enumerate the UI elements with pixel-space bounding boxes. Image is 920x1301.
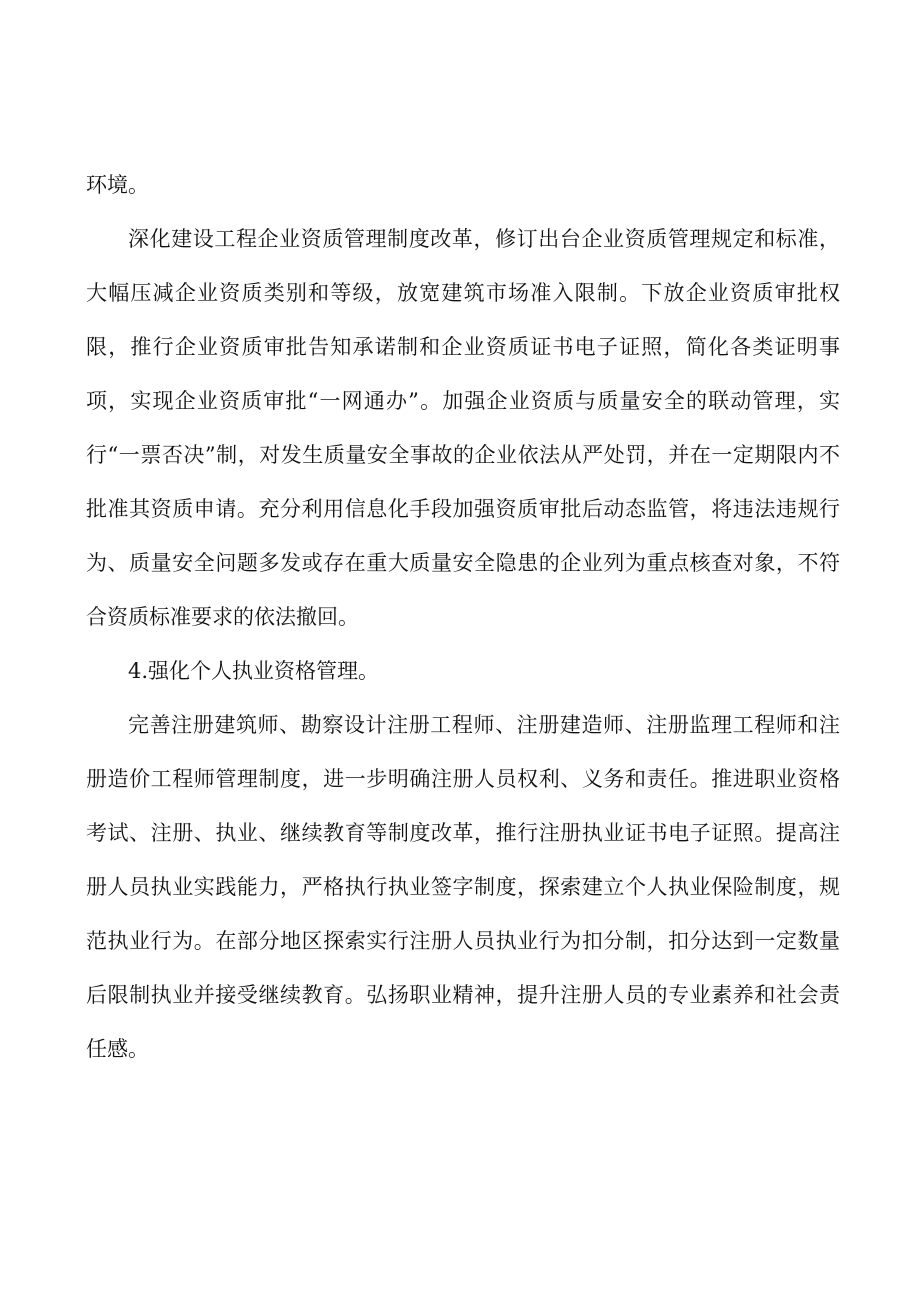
section-heading-personal-qualification: 4.强化个人执业资格管理。 bbox=[128, 659, 380, 683]
paragraph-registered-personnel-management: 完善注册建筑师、勘察设计注册工程师、注册建造师、注册监理工程师和注册造价工程师管理制度，进一步明确注册人员权利、义务和责任。推进职业资格考试、注册、执业、继续教育等制度改革，推行注册执业证书电子证照。提高注册人员执业实践能力，严格执行执业签字制度，探索建立个人执业保险制度，规范执业行为。在部分地区探索实行注册人员执业行为扣分制，扣分达到一定数量后限制执业并接受继续教育。弘扬职业精神，提升注册人员的专业素养和社会责任感。 bbox=[86, 713, 840, 1061]
paragraph-continuation: 环境。 bbox=[86, 173, 149, 197]
paragraph-enterprise-qualification-reform: 深化建设工程企业资质管理制度改革，修订出台企业资质管理规定和标准，大幅压减企业资质类别和等级，放宽建筑市场准入限制。下放企业资质审批权限，推行企业资质审批告知承诺制和企业资质证书电子证照，简化各类证明事项，实现企业资质审批“一网通办”。加强企业资质与质量安全的联动管理，实行“一票否决”制，对发生质量安全事故的企业依法从严处罚，并在一定期限内不批准其资质申请。充分利用信息化手段加强资质审批后动态监管，将违法违规行为、质量安全问题多发或存在重大质量安全隐患的企业列为重点核查对象，不符合资质标准要求的依法撤回。 bbox=[86, 227, 840, 629]
document-body bbox=[86, 158, 840, 1076]
